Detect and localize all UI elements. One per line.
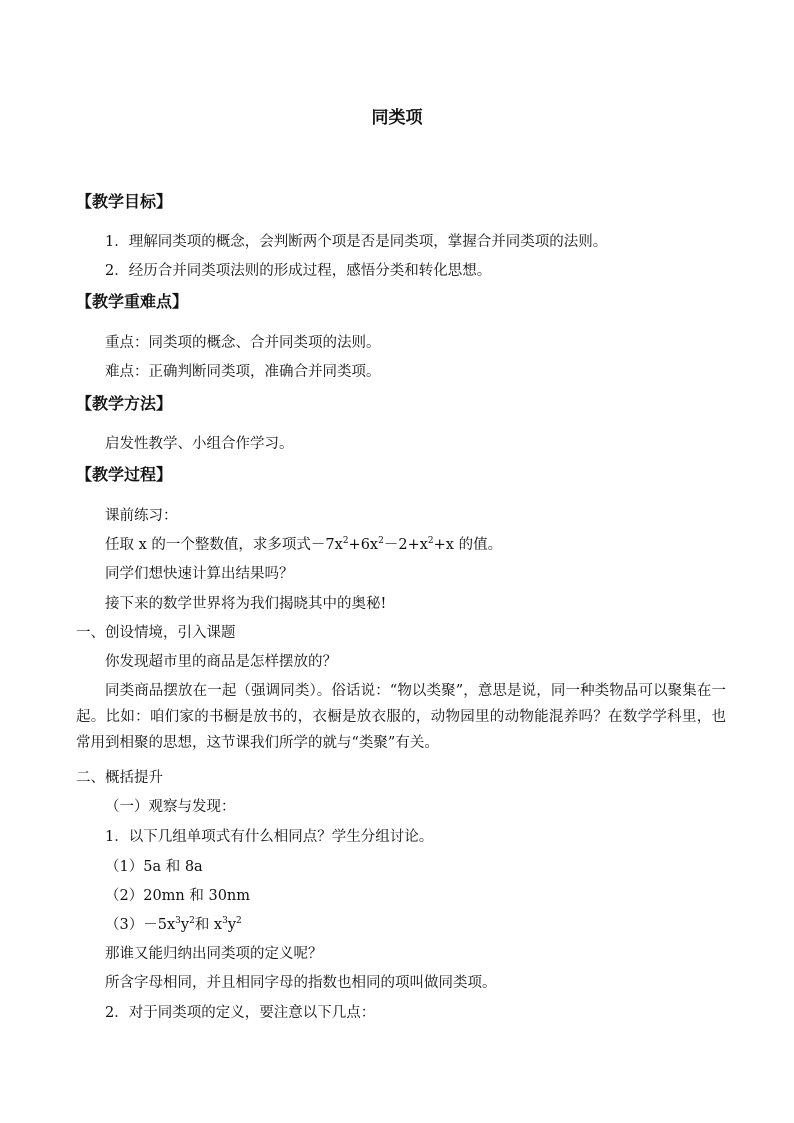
difficulty-text: 难点：正确判断同类项，准确合并同类项。 <box>105 364 381 380</box>
exponent: 2 <box>342 536 349 546</box>
gathering-paragraph: 同类商品摆放在一起（强调同类）。俗话说：“物以类聚”，意思是说，同一种类物品可以聚集在一起。比如：咱们家的书橱是放书的，衣橱是放衣服的，动物园里的动物能混养吗？在数学学科里，也常用到相聚的思想，这节课我们所学的就与“类聚”有关。 <box>76 683 726 751</box>
example-1: （1）5a 和 8a <box>105 859 203 875</box>
task-text-4: +x 的值。 <box>433 537 503 553</box>
exponent: 3 <box>175 916 181 926</box>
key-points-heading: 【教学重难点】 <box>76 292 189 311</box>
definition-question: 那谁又能归纳出同类项的定义呢？ <box>105 946 323 962</box>
teaching-process-heading: 【教学过程】 <box>76 465 173 484</box>
example-3-text-c: 和 x <box>194 917 223 933</box>
example-3 <box>105 915 242 935</box>
teaching-method-text: 启发性教学、小组合作学习。 <box>105 436 294 452</box>
example-2: （2）20mn 和 30nm <box>105 888 251 904</box>
example-3-text-a: （3）－5x <box>105 917 176 933</box>
exponent: 2 <box>236 916 242 926</box>
quick-calc-question: 同学们想快速计算出结果吗？ <box>105 566 294 582</box>
example-3-text-b: y <box>180 917 190 933</box>
part-one-title: 一、创设情境，引入课题 <box>76 625 236 641</box>
pre-exercise-task <box>105 535 502 555</box>
teaching-method-heading: 【教学方法】 <box>76 394 173 413</box>
reveal-text: 接下来的数学世界将为我们揭晓其中的奥秘! <box>105 596 387 612</box>
discussion-item-1: 1．以下几组单项式有什么相同点？学生分组讨论。 <box>105 829 434 845</box>
document-title: 同类项 <box>371 108 423 128</box>
key-point-text: 重点：同类项的概念、合并同类项的法则。 <box>105 335 381 351</box>
part-two-title: 二、概括提升 <box>76 770 163 786</box>
exponent: 2 <box>189 916 195 926</box>
task-text-2: +6x <box>348 537 379 553</box>
goal-item-1: 1．理解同类项的概念，会判断两个项是否是同类项，掌握合并同类项的法则。 <box>105 234 608 250</box>
observe-discover-label: （一）观察与发现： <box>105 799 236 815</box>
exponent: 2 <box>427 536 434 546</box>
exponent: 3 <box>222 916 228 926</box>
goal-item-2: 2．经历合并同类项法则的形成过程，感悟分类和转化思想。 <box>105 263 492 279</box>
example-3-text-d: y <box>227 917 237 933</box>
teaching-goals-heading: 【教学目标】 <box>76 192 173 211</box>
supermarket-question: 你发现超市里的商品是怎样摆放的？ <box>105 654 337 670</box>
exponent: 2 <box>378 536 384 546</box>
task-text-1: 任取 x 的一个整数值，求多项式－7x <box>105 537 343 553</box>
task-text-3: －2+x <box>383 537 428 553</box>
definition-text: 所含字母相同，并且相同字母的指数也相同的项叫做同类项。 <box>105 975 497 991</box>
pre-exercise-label: 课前练习： <box>105 508 178 524</box>
discussion-item-2: 2．对于同类项的定义，要注意以下几点： <box>105 1005 376 1021</box>
